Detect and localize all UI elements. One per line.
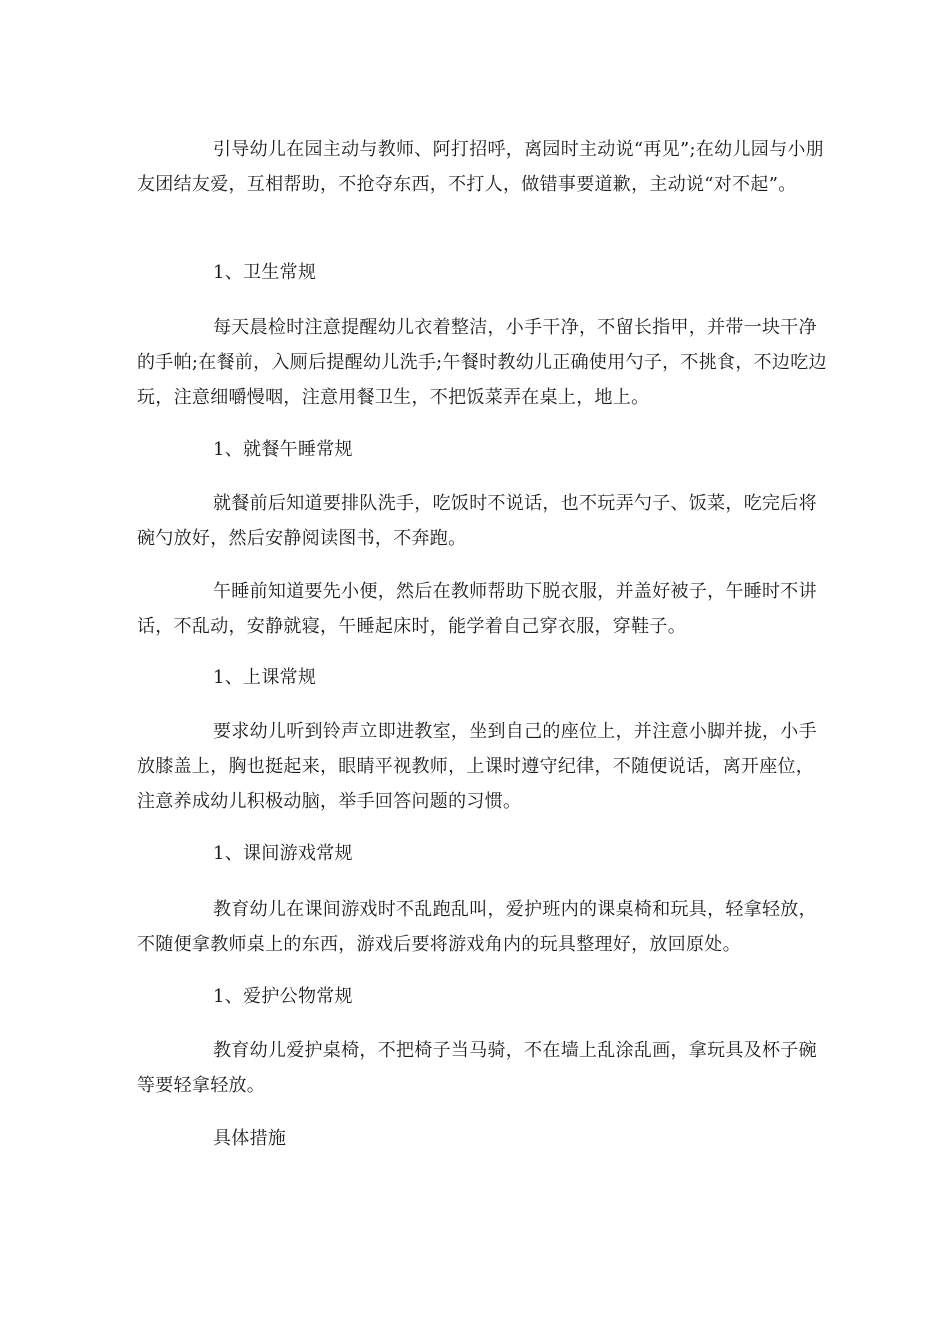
paragraph-class: 要求幼儿听到铃声立即进教室，坐到自己的座位上，并注意小脚并拢，小手放膝盖上，胸也挺起来，眼睛平视教师，上课时遵守纪律，不随便说话，离开座位，注意养成幼儿积极动脑，举手回答问题的习惯。 — [137, 721, 817, 812]
paragraph-recess-games: 教育幼儿在课间游戏时不乱跑乱叫，爱护班内的课桌椅和玩具，轻拿轻放，不随便拿教师桌上的东西，游戏后要将游戏角内的玩具整理好，放回原处。 — [137, 899, 817, 955]
paragraph-nap: 午睡前知道要先小便，然后在教师帮助下脱衣服，并盖好被子，午睡时不讲话，不乱动，安静就寝，午睡起床时，能学着自己穿衣服，穿鞋子。 — [137, 581, 817, 637]
heading-recess-games: 1、课间游戏常规 — [213, 843, 353, 864]
heading-meal-nap: 1、就餐午睡常规 — [213, 439, 353, 460]
heading-public-property: 1、爱护公物常规 — [213, 986, 353, 1007]
paragraph-hygiene: 每天晨检时注意提醒幼儿衣着整洁，小手干净，不留长指甲，并带一块干净的手帕;在餐前，入厕后提醒幼儿洗手;午餐时教幼儿正确使用勺子，不挑食，不边吃边玩，注意细嚼慢咽，注意用餐卫生，不把饭菜弄在桌上，地上。 — [137, 317, 827, 408]
paragraph-meal: 就餐前后知道要排队洗手，吃饭时不说话，也不玩弄勺子、饭菜，吃完后将碗勺放好，然后安静阅读图书，不奔跑。 — [137, 493, 817, 549]
heading-specific-measures: 具体措施 — [213, 1128, 287, 1149]
paragraph-greeting: 引导幼儿在园主动与教师、阿打招呼，离园时主动说“再见”;在幼儿园与小朋友团结友爱，互相帮助，不抢夺东西，不打人，做错事要道歉，主动说“对不起”。 — [137, 139, 824, 195]
heading-hygiene: 1、卫生常规 — [213, 262, 317, 283]
paragraph-public-property: 教育幼儿爱护桌椅，不把椅子当马骑，不在墙上乱涂乱画，拿玩具及杯子碗等要轻拿轻放。 — [137, 1040, 817, 1096]
heading-class: 1、上课常规 — [213, 667, 317, 688]
